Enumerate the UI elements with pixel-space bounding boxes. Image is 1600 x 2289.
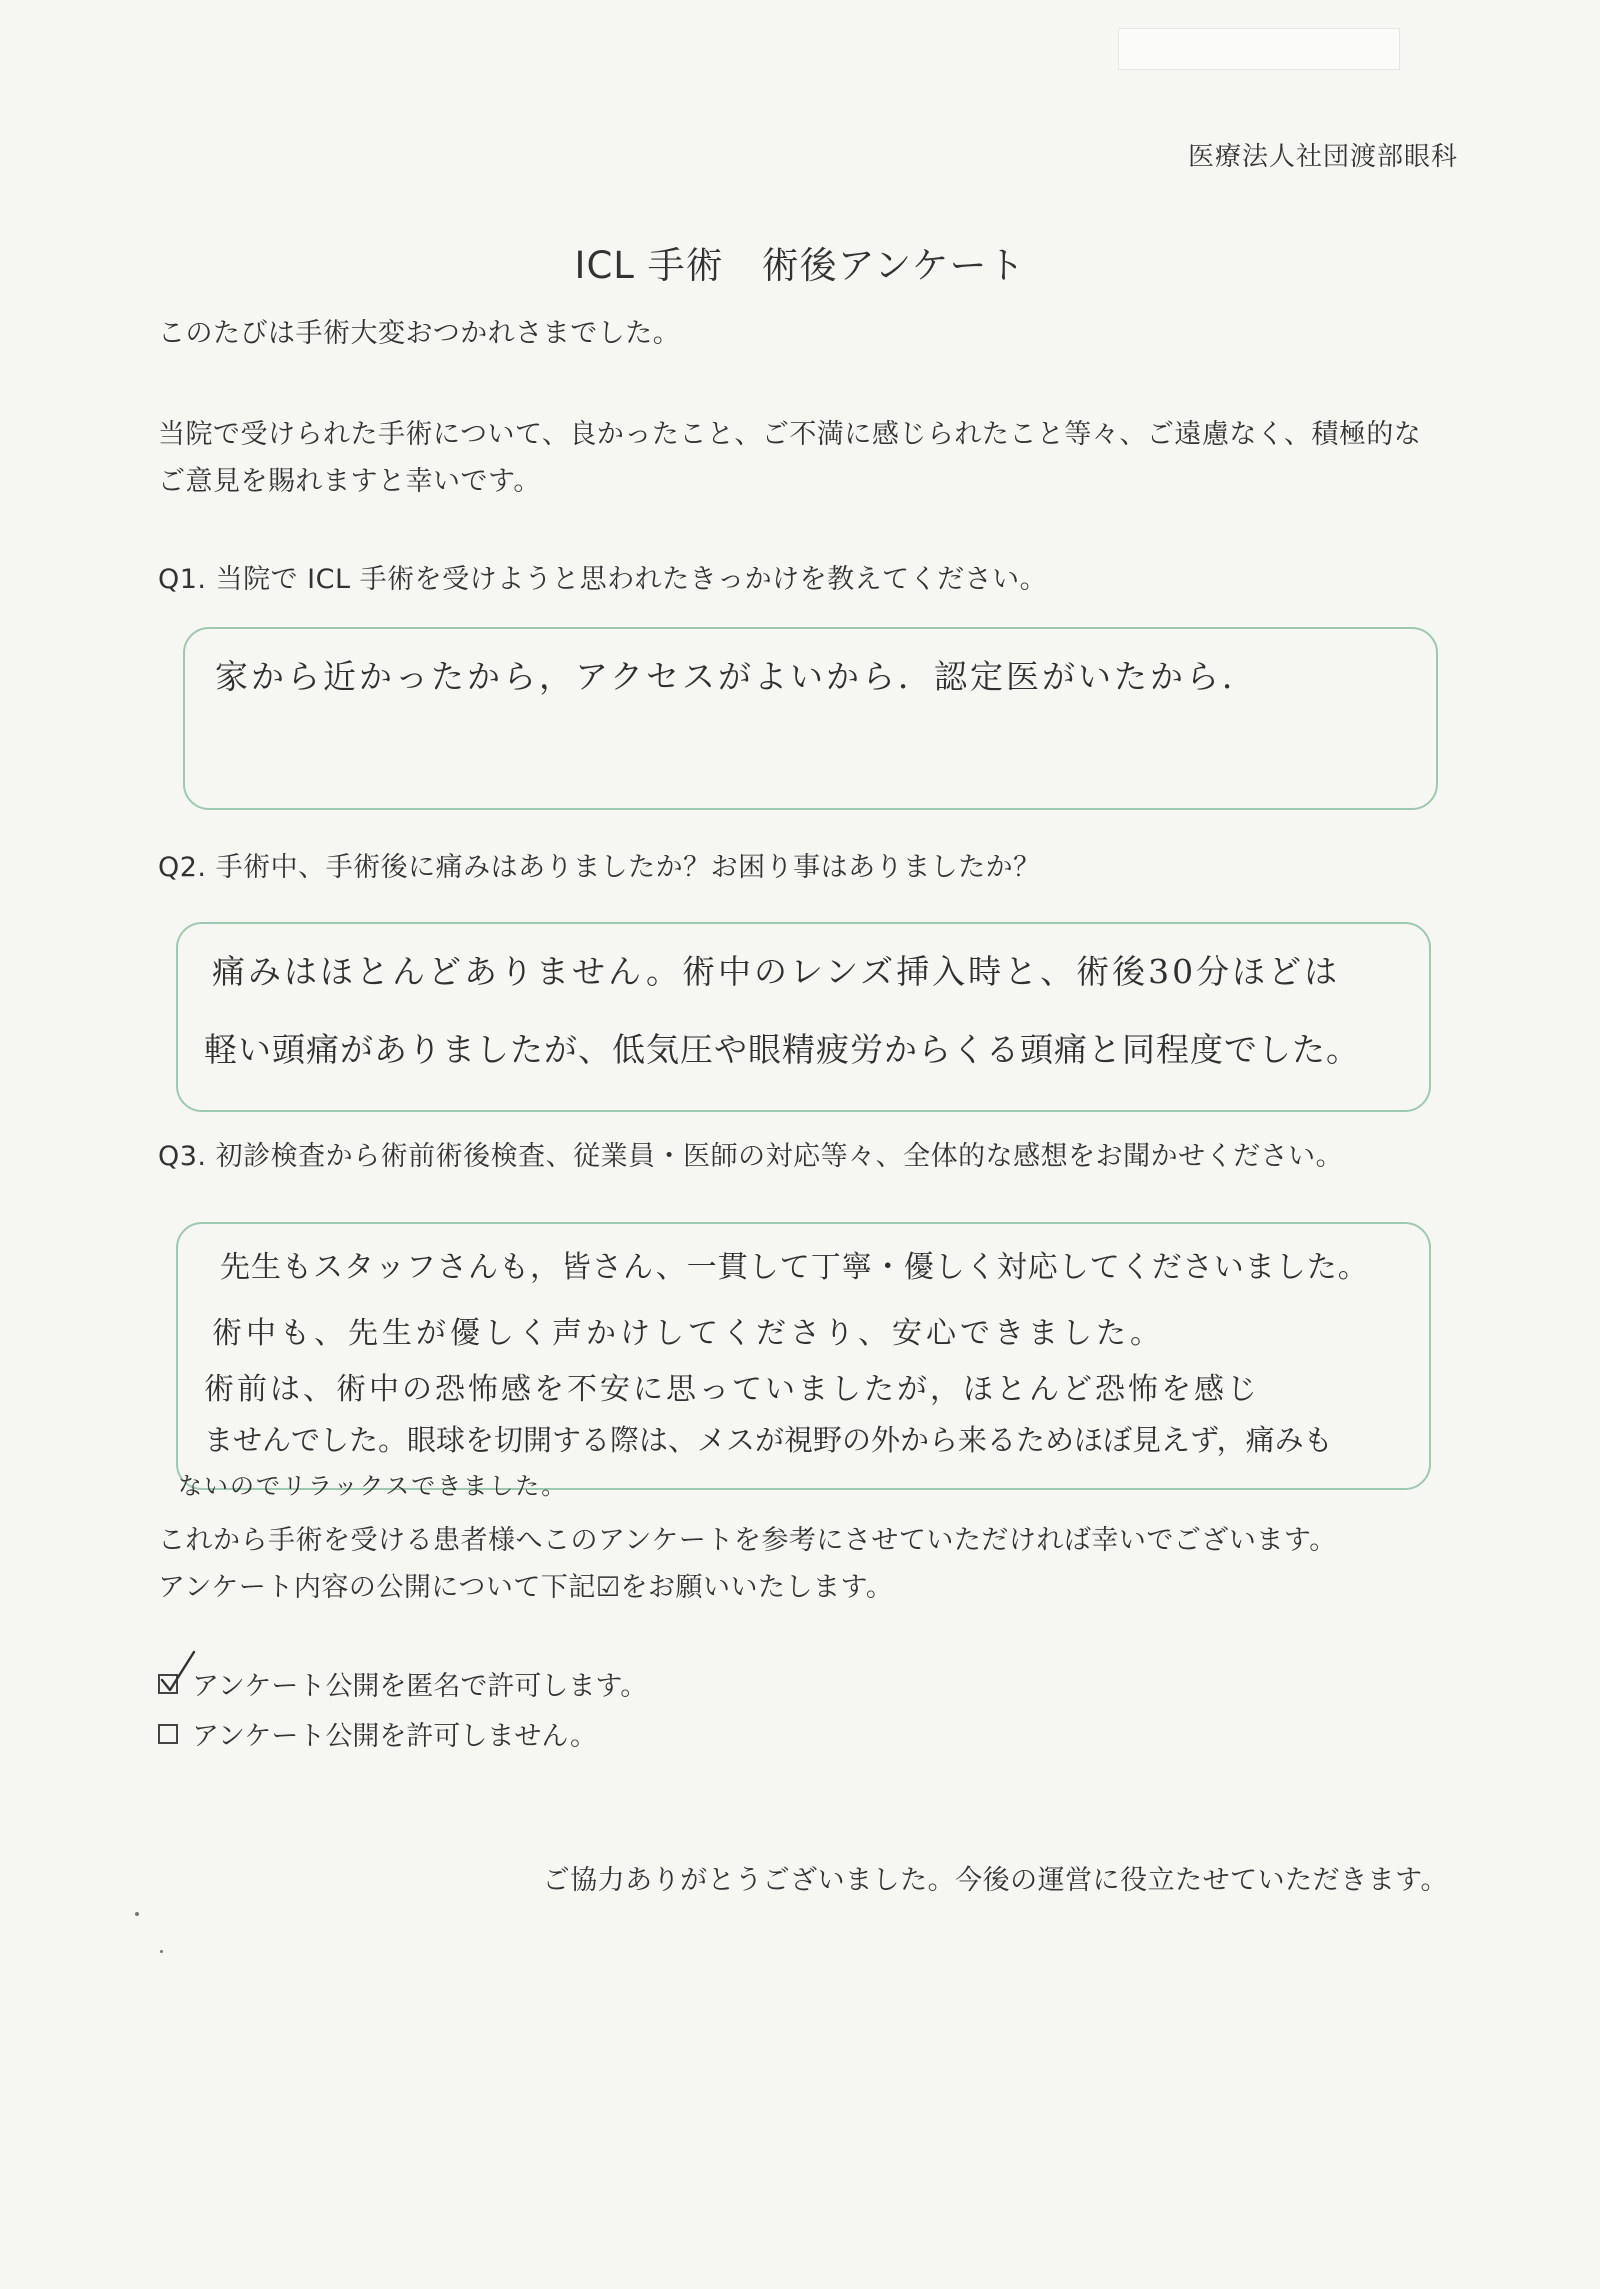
question-1-answer-box: [183, 627, 1438, 810]
question-3-answer-line: 先生もスタッフさんも，皆さん、一貫して丁寧・優しく対応してくださいました。: [220, 1250, 1369, 1285]
intro-line-1: このたびは手術大変おつかれさまでした。: [158, 318, 681, 349]
intro-line-3: ご意見を賜れますと幸いです。: [158, 466, 541, 497]
option-allow-anonymous[interactable]: [158, 1664, 647, 1703]
question-2-answer-line: 軽い頭痛がありましたが、低気圧や眼精疲労からくる頭痛と同程度でした。: [204, 1030, 1360, 1069]
question-2-label: Q2. 手術中、手術後に痛みはありましたか？お困り事はありましたか？: [158, 852, 1041, 883]
question-2-answer-box: [176, 922, 1431, 1112]
closing-message: ご協力ありがとうございました。今後の運営に役立たせていただきます。: [542, 1865, 1448, 1896]
question-3-answer-line: ませんでした。眼球を切開する際は、メスが視野の外から来るためほぼ見えず，痛みも: [204, 1423, 1333, 1457]
option-label: アンケート公開を匿名で許可します。: [192, 1671, 648, 1702]
question-1-label: Q1. 当院で ICL 手術を受けようと思われたきっかけを教えてください。: [158, 564, 1048, 595]
question-2-answer-line: 痛みはほとんどありません。術中のレンズ挿入時と、術後30分ほどは: [212, 952, 1341, 991]
footer-line-2: アンケート内容の公開について下記☑をお願いいたします。: [158, 1572, 894, 1603]
scan-speck: [135, 1912, 139, 1916]
question-3-answer-line: 術前は、術中の恐怖感を不安に思っていましたが，ほとんど恐怖を感じ: [204, 1372, 1260, 1407]
checkbox-deny-publication[interactable]: [158, 1724, 178, 1744]
question-1-answer-line: 家から近かったから，アクセスがよいから．認定医がいたから．: [215, 657, 1259, 696]
question-3-label: Q3. 初診検査から術前術後検査、従業員・医師の対応等々、全体的な感想をお聞かせください。: [158, 1141, 1344, 1172]
clinic-name: 医療法人社団渡部眼科: [1187, 142, 1458, 172]
scan-speck: [160, 1950, 163, 1953]
question-3-answer-line: 術中も、先生が優しく声かけしてくださり、安心できました。: [212, 1316, 1164, 1351]
checkmark-icon: [158, 1650, 198, 1694]
scan-artifact: [1118, 28, 1400, 70]
option-deny-publication[interactable]: [158, 1714, 597, 1753]
checkbox-allow-anonymous[interactable]: [158, 1674, 178, 1694]
intro-line-2: 当院で受けられた手術について、良かったこと、ご不満に感じられたこと等々、ご遠慮なく、積極的な: [158, 419, 1422, 450]
footer-line-1: これから手術を受ける患者様へこのアンケートを参考にさせていただければ幸いでございます。: [158, 1525, 1337, 1556]
question-3-answer-line: ないのでリラックスできました。: [178, 1472, 568, 1500]
question-3-answer-box: [176, 1222, 1431, 1500]
option-label: アンケート公開を許可しません。: [192, 1721, 597, 1752]
page-title: ICL 手術 術後アンケート: [574, 244, 1026, 287]
